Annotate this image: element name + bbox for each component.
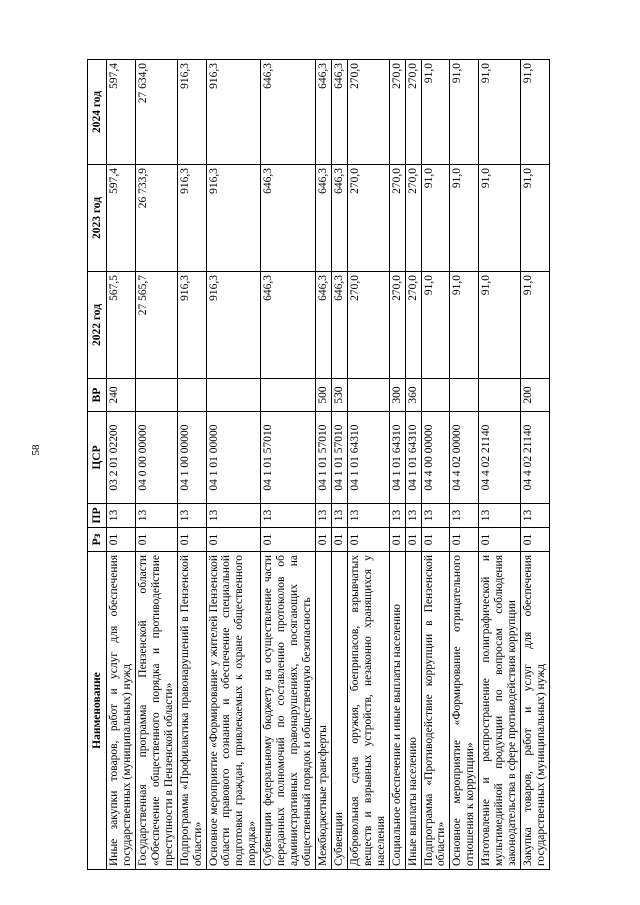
cell-rz: 01	[521, 528, 550, 552]
header-csr: ЦСР	[88, 412, 107, 504]
cell-pr: 13	[331, 504, 347, 528]
cell-2022: 91,0	[421, 272, 450, 379]
header-2022: 2022 год	[88, 272, 107, 379]
cell-2024: 646,3	[315, 60, 331, 165]
cell-2023: 270,0	[389, 165, 405, 272]
cell-name: Межбюджетные трансферты	[315, 552, 331, 870]
cell-csr: 04 1 01 57010	[315, 412, 331, 504]
cell-name: Добровольная сдача оружия, боеприпасов, взрывчатых веществ и взрывных устройств, незаконно хранящихся у населения	[347, 552, 389, 870]
cell-2023: 646,3	[261, 165, 316, 272]
cell-2022: 646,3	[315, 272, 331, 379]
cell-rz: 01	[177, 528, 206, 552]
cell-name: Основное мероприятие «Формирование у жителей Пензенской области правового сознания и обеспечение специальной подготовки граждан, привлекаемых к охране общественного порядка»	[206, 552, 261, 870]
cell-csr: 04 4 00 00000	[421, 412, 450, 504]
cell-2024: 270,0	[347, 60, 389, 165]
cell-vr	[421, 379, 450, 412]
cell-2022: 91,0	[479, 272, 521, 379]
cell-name: Основное мероприятие «Формирование отрицательного отношения к коррупции»	[450, 552, 479, 870]
cell-rz: 01	[315, 528, 331, 552]
cell-vr: 300	[389, 379, 405, 412]
cell-2023: 916,3	[206, 165, 261, 272]
cell-csr: 04 1 01 57010	[261, 412, 316, 504]
table-row	[421, 60, 450, 870]
cell-rz: 01	[206, 528, 261, 552]
cell-pr: 13	[421, 504, 450, 528]
cell-2024: 91,0	[479, 60, 521, 165]
cell-vr	[347, 379, 389, 412]
cell-vr: 530	[331, 379, 347, 412]
cell-2023: 91,0	[479, 165, 521, 272]
cell-2023: 916,3	[177, 165, 206, 272]
table-body	[107, 60, 550, 870]
table-row	[206, 60, 261, 870]
cell-vr: 500	[315, 379, 331, 412]
cell-2023: 91,0	[521, 165, 550, 272]
cell-2024: 916,3	[206, 60, 261, 165]
cell-name: Закупка товаров, работ и услуг для обеспечения государственных (муниципальных) нужд	[521, 552, 550, 870]
cell-2022: 270,0	[347, 272, 389, 379]
cell-2024: 91,0	[521, 60, 550, 165]
cell-name: Подпрограмма «Профилактика правонарушений в Пензенской области»	[177, 552, 206, 870]
cell-2024: 646,3	[331, 60, 347, 165]
cell-name: Подпрограмма «Противодействие коррупции в Пензенской области»	[421, 552, 450, 870]
cell-pr: 13	[177, 504, 206, 528]
cell-vr	[450, 379, 479, 412]
cell-2022: 646,3	[331, 272, 347, 379]
table-row	[521, 60, 550, 870]
table-row	[261, 60, 316, 870]
cell-pr: 13	[521, 504, 550, 528]
table-row	[107, 60, 136, 870]
cell-pr: 13	[405, 504, 421, 528]
cell-vr: 360	[405, 379, 421, 412]
table-row	[405, 60, 421, 870]
cell-rz: 01	[135, 528, 177, 552]
cell-rz: 01	[450, 528, 479, 552]
cell-2024: 597,4	[107, 60, 136, 165]
cell-name: Иные выплаты населению	[405, 552, 421, 870]
header-pr: ПР	[88, 504, 107, 528]
cell-csr: 04 4 02 00000	[450, 412, 479, 504]
cell-2022: 916,3	[177, 272, 206, 379]
cell-rz: 01	[261, 528, 316, 552]
table-row	[389, 60, 405, 870]
cell-name: Государственная программа Пензенской области «Обеспечение общественного порядка и противодействие преступности в Пензенской области»	[135, 552, 177, 870]
cell-2023: 91,0	[421, 165, 450, 272]
cell-pr: 13	[261, 504, 316, 528]
cell-2022: 270,0	[405, 272, 421, 379]
cell-vr	[177, 379, 206, 412]
table-row	[315, 60, 331, 870]
header-2023: 2023 год	[88, 165, 107, 272]
cell-csr: 03 2 01 02200	[107, 412, 136, 504]
cell-csr: 04 1 01 00000	[206, 412, 261, 504]
cell-pr: 13	[479, 504, 521, 528]
cell-name: Социальное обеспечение и иные выплаты населению	[389, 552, 405, 870]
header-2024: 2024 год	[88, 60, 107, 165]
cell-2023: 270,0	[405, 165, 421, 272]
cell-vr: 200	[521, 379, 550, 412]
cell-2023: 597,4	[107, 165, 136, 272]
cell-2024: 916,3	[177, 60, 206, 165]
cell-2022: 567,5	[107, 272, 136, 379]
cell-name: Субвенции федеральному бюджету на осуществление части переданных полномочий по составлению протоколов об административных правонарушениях, посягающих на общественный порядок и общественную безопасность	[261, 552, 316, 870]
cell-2023: 91,0	[450, 165, 479, 272]
cell-2024: 270,0	[405, 60, 421, 165]
cell-name: Субвенции	[331, 552, 347, 870]
table-row	[177, 60, 206, 870]
cell-csr: 04 4 02 21140	[479, 412, 521, 504]
cell-pr: 13	[135, 504, 177, 528]
table-row	[479, 60, 521, 870]
cell-2024: 91,0	[421, 60, 450, 165]
cell-2024: 270,0	[389, 60, 405, 165]
cell-pr: 13	[107, 504, 136, 528]
cell-csr: 04 4 02 21140	[521, 412, 550, 504]
cell-rz: 01	[389, 528, 405, 552]
cell-pr: 13	[347, 504, 389, 528]
cell-2023: 646,3	[331, 165, 347, 272]
header-rz: Рз	[88, 528, 107, 552]
cell-rz: 01	[405, 528, 421, 552]
header-name: Наименование	[88, 552, 107, 870]
cell-csr: 04 1 01 64310	[347, 412, 389, 504]
cell-name: Иные закупки товаров, работ и услуг для обеспечения государственных (муниципальных) нужд	[107, 552, 136, 870]
cell-rz: 01	[347, 528, 389, 552]
cell-2022: 916,3	[206, 272, 261, 379]
cell-name: Изготовление и распространение полиграфической и мультимедийной продукции по вопросам соблюдения законодательства в сфере противодействия коррупции	[479, 552, 521, 870]
cell-2022: 91,0	[521, 272, 550, 379]
cell-2022: 27 565,7	[135, 272, 177, 379]
cell-rz: 01	[107, 528, 136, 552]
cell-2024: 27 634,0	[135, 60, 177, 165]
table-row	[450, 60, 479, 870]
cell-rz: 01	[421, 528, 450, 552]
budget-table	[87, 59, 550, 870]
cell-2022: 91,0	[450, 272, 479, 379]
cell-csr: 04 0 00 00000	[135, 412, 177, 504]
rotated-table-wrapper	[87, 60, 550, 870]
cell-csr: 04 1 00 00000	[177, 412, 206, 504]
cell-2023: 26 733,9	[135, 165, 177, 272]
cell-csr: 04 1 01 57010	[331, 412, 347, 504]
page-number: 58	[30, 444, 42, 456]
cell-pr: 13	[315, 504, 331, 528]
cell-2022: 646,3	[261, 272, 316, 379]
table-row	[347, 60, 389, 870]
cell-pr: 13	[389, 504, 405, 528]
table-row	[135, 60, 177, 870]
cell-2023: 270,0	[347, 165, 389, 272]
cell-csr: 04 1 01 64310	[389, 412, 405, 504]
cell-pr: 13	[206, 504, 261, 528]
header-vr: ВР	[88, 379, 107, 412]
cell-rz: 01	[479, 528, 521, 552]
cell-vr	[261, 379, 316, 412]
table-header-row	[88, 60, 107, 870]
cell-2023: 646,3	[315, 165, 331, 272]
cell-vr: 240	[107, 379, 136, 412]
cell-pr: 13	[450, 504, 479, 528]
cell-vr	[135, 379, 177, 412]
cell-csr: 04 1 01 64310	[405, 412, 421, 504]
cell-2024: 646,3	[261, 60, 316, 165]
cell-vr	[479, 379, 521, 412]
cell-2022: 270,0	[389, 272, 405, 379]
cell-2024: 91,0	[450, 60, 479, 165]
cell-vr	[206, 379, 261, 412]
table-row	[331, 60, 347, 870]
cell-rz: 01	[331, 528, 347, 552]
